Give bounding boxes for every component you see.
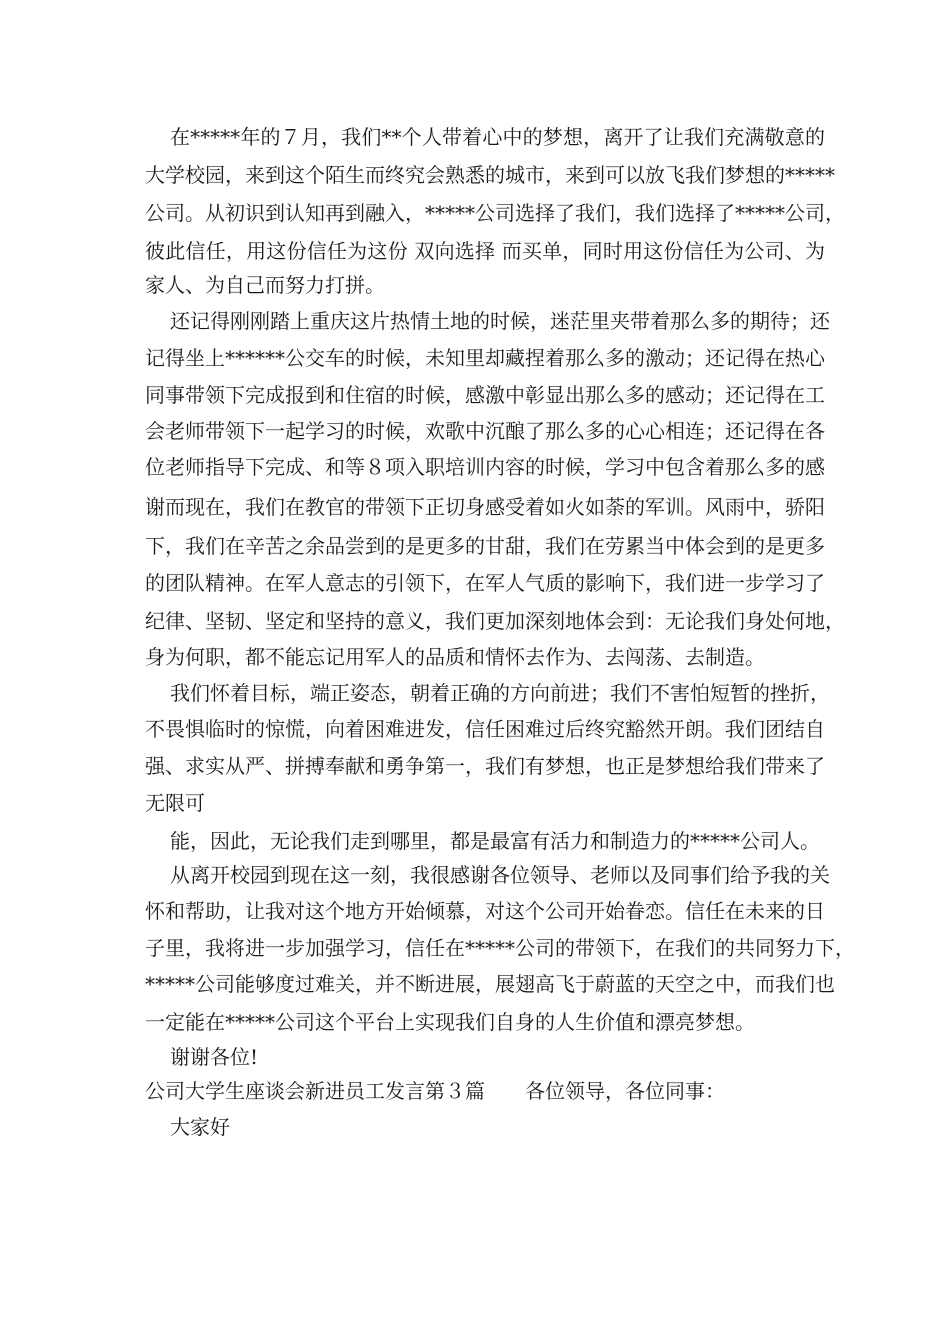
text-line: 在*****年的７月，我们**个人带着心中的梦想，离开了让我们充满敬意的 — [170, 125, 825, 149]
text-line: 身为何职，都不能忘记用军人的品质和情怀去作为、去闯荡、去制造。 — [145, 645, 765, 669]
text-line: 谢谢各位! — [170, 1045, 259, 1069]
text-line: 同事带领下完成报到和住宿的时候，感激中彰显出那么多的感动；还记得在工 — [145, 383, 825, 407]
text-line: 能，因此，无论我们走到哪里，都是最富有活力和制造力的*****公司人。 — [170, 829, 820, 853]
text-line: 子里，我将进一步加强学习，信任在*****公司的带领下，在我们的共同努力下， — [145, 936, 855, 960]
text-line: 还记得刚刚踏上重庆这片热情土地的时候，迷茫里夹带着那么多的期待；还 — [170, 309, 830, 333]
text-line: 的团队精神。在军人意志的引领下，在军人气质的影响下，我们进一步学习了 — [145, 571, 825, 595]
text-line: 纪律、坚韧、坚定和坚持的意义，我们更加深刻地体会到：无论我们身处何地， — [145, 609, 845, 633]
section-heading: 公司大学生座谈会新进员工发言第３篇 各位领导，各位同事： — [145, 1079, 725, 1103]
text-line: 谢而现在，我们在教官的带领下正切身感受着如火如荼的军训。风雨中，骄阳 — [145, 495, 825, 519]
text-line: 强、求实从严、拼搏奉献和勇争第一，我们有梦想，也正是梦想给我们带来了 — [145, 754, 825, 778]
text-line: 怀和帮助，让我对这个地方开始倾慕，对这个公司开始眷恋。信任在未来的日 — [145, 899, 825, 923]
text-line: 位老师指导下完成、和等８项入职培训内容的时候，学习中包含着那么多的感 — [145, 455, 825, 479]
text-line: 大家好 — [170, 1115, 230, 1139]
text-line: 无限可 — [145, 791, 205, 815]
text-line: 我们怀着目标，端正姿态，朝着正确的方向前进；我们不害怕短暂的挫折， — [170, 681, 830, 705]
text-line: 公司。从初识到认知再到融入，*****公司选择了我们，我们选择了*****公司， — [145, 201, 845, 225]
text-line: 彼此信任，用这份信任为这份 双向选择 而买单，同时用这份信任为公司、为 — [145, 239, 825, 263]
text-line: 大学校园，来到这个陌生而终究会熟悉的城市，来到可以放飞我们梦想的***** — [145, 163, 835, 187]
text-line: 记得坐上******公交车的时候，未知里却藏捏着那么多的激动；还记得在热心 — [145, 346, 825, 370]
text-line: *****公司能够度过难关，并不断进展，展翅高飞于蔚蓝的天空之中，而我们也 — [145, 972, 835, 996]
text-line: 从离开校园到现在这一刻，我很感谢各位领导、老师以及同事们给予我的关 — [170, 863, 830, 887]
text-line: 下，我们在辛苦之余品尝到的是更多的甘甜，我们在劳累当中体会到的是更多 — [145, 534, 825, 558]
text-line: 家人、为自己而努力打拼。 — [145, 273, 385, 297]
text-line: 一定能在*****公司这个平台上实现我们自身的人生价值和漂亮梦想。 — [145, 1010, 755, 1034]
text-line: 不畏惧临时的惊慌，向着困难进发，信任困难过后终究豁然开朗。我们团结自 — [145, 717, 825, 741]
text-line: 会老师带领下一起学习的时候，欢歌中沉酿了那么多的心心相连；还记得在各 — [145, 419, 825, 443]
